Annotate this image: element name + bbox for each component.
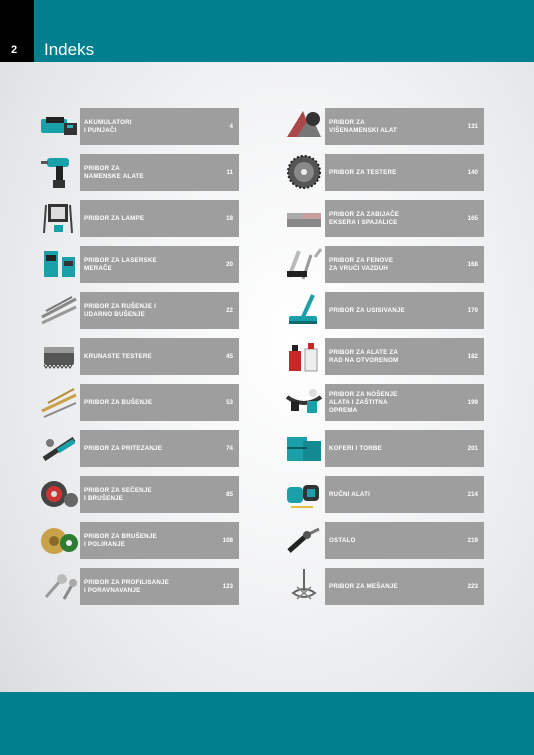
index-bar [325,430,484,467]
entry-label: PRIBOR ZA MEŠANJE [329,582,398,590]
router-bit-icon [38,567,80,605]
index-bar [80,568,239,605]
index-entry[interactable] [283,521,533,559]
entry-label: PRIBOR ZA ALATE ZA RAD NA OTVORENOM [329,348,399,364]
entry-label: PRIBOR ZA RUŠENJE I UDARNO BUŠENJE [84,302,156,318]
index-entry[interactable] [38,107,288,145]
index-bar [325,384,484,421]
entry-page: 123 [222,583,233,590]
battery-icon [38,107,80,145]
drill-bit-icon [38,383,80,421]
entry-label: PRIBOR ZA SEČENJE I BRUŠENJE [84,486,152,502]
entry-label: PRIBOR ZA BUŠENJE [84,398,153,406]
index-bar [80,476,239,513]
index-bar [80,384,239,421]
oil-bottle-icon [283,337,325,375]
index-entry[interactable] [283,567,533,605]
index-bar [325,522,484,559]
index-entry[interactable] [38,245,288,283]
entry-label: PRIBOR ZA TESTERE [329,168,397,176]
index-bar [325,154,484,191]
entry-label: KOFERI I TORBE [329,444,382,452]
saw-blade-icon [283,153,325,191]
entry-page: 170 [467,307,478,314]
multitool-blade-icon [283,107,325,145]
index-entry[interactable] [283,199,533,237]
entry-page: 74 [226,445,233,452]
entry-page: 11 [226,169,233,176]
entry-page: 219 [467,537,478,544]
entry-page: 165 [467,215,478,222]
index-entry[interactable] [38,567,288,605]
index-bar [80,430,239,467]
entry-label: KRUNASTE TESTERE [84,352,152,360]
index-entry[interactable] [38,199,288,237]
page-title: Indeks [44,40,95,59]
entry-label: PRIBOR ZA USISIVANJE [329,306,405,314]
entry-label: PRIBOR ZA NOŠENJE ALATA I ZAŠTITNA OPREMA [329,390,398,414]
entry-page: 168 [467,261,478,268]
index-entry[interactable] [283,337,533,375]
index-entry[interactable] [38,429,288,467]
entry-page: 140 [467,169,478,176]
index-entry[interactable] [38,153,288,191]
entry-label: OSTALO [329,536,356,544]
case-icon [283,429,325,467]
entry-label: PRIBOR ZA LAMPE [84,214,145,222]
index-bar [80,522,239,559]
tape-measure-icon [283,475,325,513]
index-entry[interactable] [38,337,288,375]
footer-band [0,692,534,755]
index-column-right [283,107,533,613]
entry-label: PRIBOR ZA PROFILISANJE I PORAVNAVANJE [84,578,169,594]
entry-page: 85 [226,491,233,498]
entry-page: 214 [467,491,478,498]
index-bar [80,200,239,237]
bit-holder-icon [38,429,80,467]
sanding-disc-icon [38,521,80,559]
index-bar [325,338,484,375]
entry-page: 20 [226,261,233,268]
index-entry[interactable] [283,107,533,145]
index-bar [80,154,239,191]
tool-belt-icon [283,383,325,421]
index-bar [325,246,484,283]
handle-icon [283,521,325,559]
index-entry[interactable] [283,429,533,467]
entry-page: 223 [467,583,478,590]
mixing-paddle-icon [283,567,325,605]
entry-label: PRIBOR ZA LASERSKE MERAČE [84,256,157,272]
chisel-icon [38,291,80,329]
index-entry[interactable] [283,475,533,513]
laser-icon [38,245,80,283]
page-number: 2 [11,44,18,56]
index-entry[interactable] [283,153,533,191]
entry-page: 4 [229,123,233,130]
holesaw-icon [38,337,80,375]
index-bar [325,108,484,145]
index-bar [80,338,239,375]
cutting-disc-icon [38,475,80,513]
index-bar [325,292,484,329]
entry-page: 182 [467,353,478,360]
entry-page: 131 [467,123,478,130]
index-bar [80,246,239,283]
entry-label: PRIBOR ZA NAMENSKE ALATE [84,164,144,180]
lamp-icon [38,199,80,237]
vacuum-nozzle-icon [283,291,325,329]
heat-gun-nozzle-icon [283,245,325,283]
index-bar [325,476,484,513]
entry-label: PRIBOR ZA BRUŠENJE I POLIRANJE [84,532,157,548]
index-bar [325,568,484,605]
drill-icon [38,153,80,191]
entry-page: 18 [226,215,233,222]
entry-page: 45 [226,353,233,360]
entry-page: 108 [222,537,233,544]
staples-icon [283,199,325,237]
index-entry[interactable] [38,291,288,329]
entry-label: PRIBOR ZA ZABIJAČE EKSERA I SPAJALICE [329,210,400,226]
index-entry[interactable] [38,475,288,513]
index-entry[interactable] [283,383,533,421]
entry-page: 201 [467,445,478,452]
index-bar [325,200,484,237]
entry-page: 199 [467,399,478,406]
entry-label: PRIBOR ZA FENOVE ZA VRUĆI VAZDUH [329,256,394,272]
index-bar [80,292,239,329]
index-bar [80,108,239,145]
index-entry[interactable] [38,521,288,559]
entry-page: 22 [226,307,233,314]
entry-page: 53 [226,399,233,406]
entry-label: PRIBOR ZA VIŠENAMENSKI ALAT [329,118,398,134]
entry-label: AKUMULATORI I PUNJAČI [84,118,132,134]
index-entry[interactable] [38,383,288,421]
index-entry[interactable] [283,291,533,329]
entry-label: RUČNI ALATI [329,490,371,498]
index-entry[interactable] [283,245,533,283]
entry-label: PRIBOR ZA PRITEZANJE [84,444,163,452]
index-column-left [38,107,288,613]
